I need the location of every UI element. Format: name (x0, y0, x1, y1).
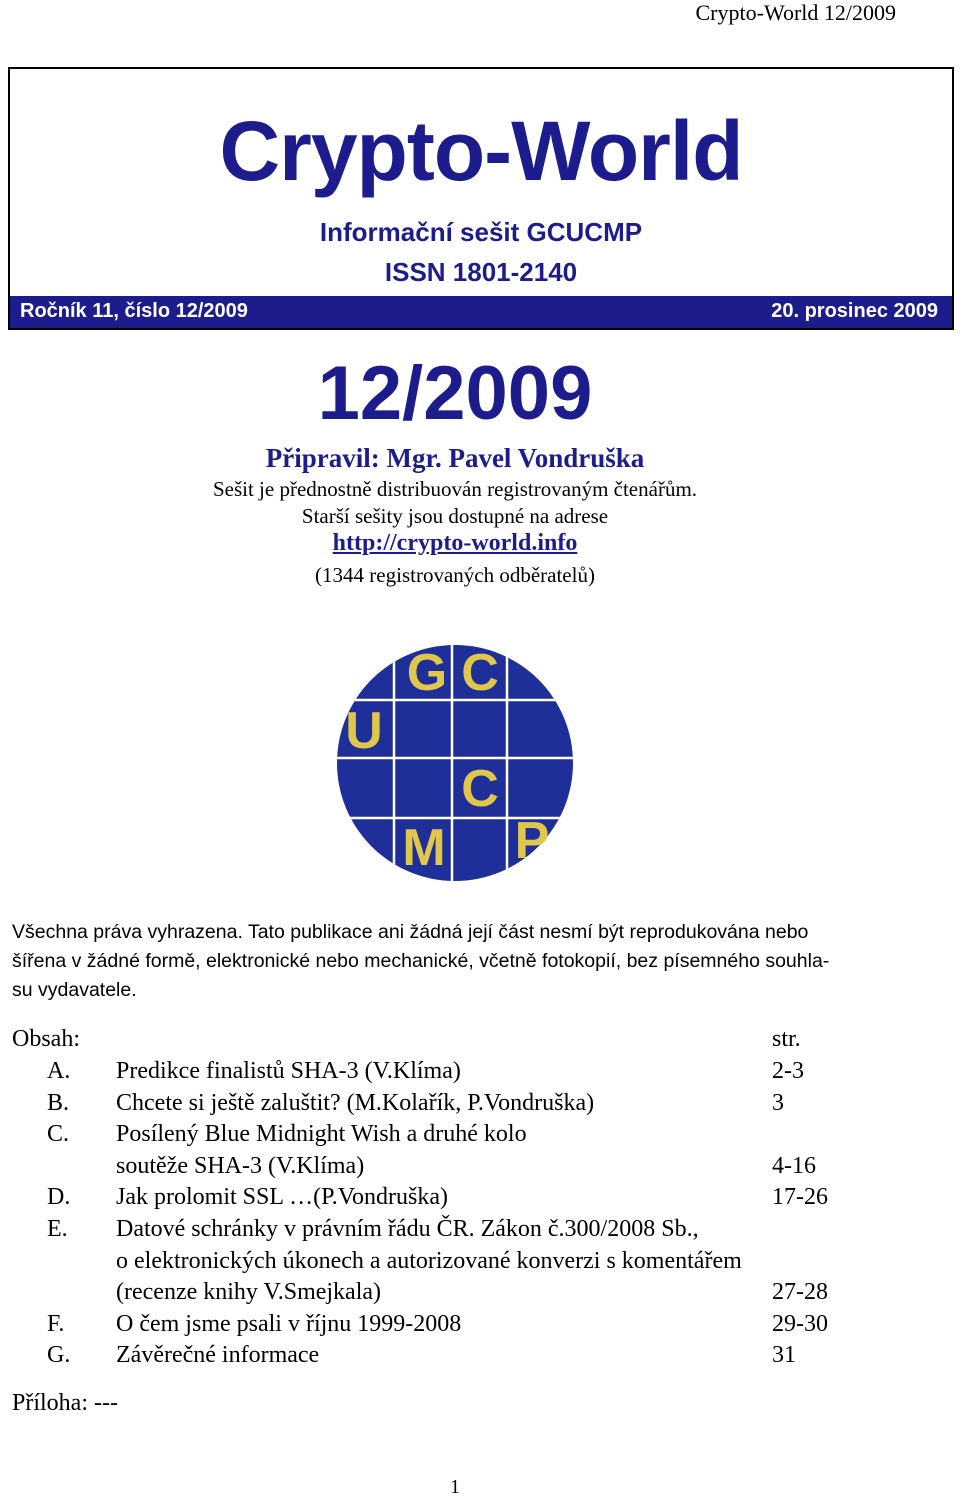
website-link[interactable]: http://crypto-world.info (332, 530, 578, 556)
issue-number: 12/2009 (317, 351, 593, 436)
copyright-line: su vydavatele. (12, 979, 137, 1001)
title-banner (8, 67, 954, 330)
toc-entry-title: Závěrečné informace (116, 1342, 320, 1369)
toc-page-heading: str. (772, 1026, 801, 1052)
toc-entry-title: (recenze knihy V.Smejkala) (116, 1279, 382, 1306)
logo-letter-u: U (345, 702, 383, 760)
toc-heading: Obsah: (12, 1026, 80, 1052)
toc-entry-title: Posílený Blue Midnight Wish a druhé kolo (116, 1121, 527, 1148)
magazine-title: Crypto-World (219, 104, 743, 198)
toc-entry-letter: A. (47, 1058, 71, 1084)
magazine-subtitle: Informační sešit GCUCMP (319, 217, 643, 247)
toc-entry-title: O čem jsme psali v říjnu 1999-2008 (116, 1310, 462, 1337)
running-header: Crypto-World 12/2009 (695, 0, 896, 25)
toc-entry-title: Datové schránky v právním řádu ČR. Zákon č.300/2008 Sb., (116, 1216, 699, 1242)
logo-letter-m: M (402, 819, 446, 877)
toc-entry-title: o elektronických úkonech a autorizované konverzi s komentářem (116, 1247, 742, 1274)
toc-entry-page: 29-30 (772, 1310, 828, 1337)
appendix-note: Příloha: --- (12, 1390, 118, 1416)
issue-info-bar (10, 296, 952, 328)
toc-entry-page: 3 (772, 1089, 784, 1116)
toc-entry-page: 17-26 (772, 1184, 828, 1211)
toc-entry-letter: B. (47, 1089, 70, 1116)
logo-letter-c2: C (461, 760, 499, 818)
archive-note: Starší sešity jsou dostupné na adrese (301, 504, 609, 528)
toc-entry-page: 27-28 (772, 1279, 828, 1306)
subscriber-count: (1344 registrovaných odběratelů) (315, 563, 595, 587)
toc-entry-page: 2-3 (772, 1058, 804, 1084)
page-number: 1 (450, 1476, 460, 1498)
distribution-note: Sešit je přednostně distribuován registrovaným čtenářům. (212, 477, 698, 501)
toc-entry-letter: F. (47, 1310, 65, 1337)
toc-entry-title: Chcete si ještě zaluštit? (M.Kolařík, P.Vondruška) (116, 1089, 595, 1116)
gcucmp-logo (332, 640, 578, 886)
logo-letter-c1: C (461, 644, 499, 702)
issn-label: ISSN 1801-2140 (384, 257, 578, 287)
toc-entry-title: soutěže SHA-3 (V.Klíma) (116, 1152, 365, 1179)
prepared-by: Připravil: Mgr. Pavel Vondruška (265, 443, 645, 473)
toc-entry-letter: E. (47, 1216, 68, 1242)
toc-entry-letter: C. (47, 1121, 70, 1148)
copyright-notice (12, 918, 892, 1005)
toc-entry-page: 31 (772, 1342, 796, 1369)
toc-entry-letter: D. (47, 1184, 71, 1211)
toc-entry-letter: G. (47, 1342, 71, 1369)
toc-entry-title: Jak prolomit SSL …(P.Vondruška) (116, 1184, 449, 1211)
logo-letter-g: G (406, 644, 448, 702)
issue-date: 20. prosinec 2009 (771, 300, 938, 322)
copyright-line: Všechna práva vyhrazena. Tato publikace ani žádná její část nesmí být reprodukována nebo (12, 921, 809, 943)
copyright-line: šířena v žádné formě, elektronické nebo mechanické, včetně fotokopií, bez písemného souhla- (12, 950, 830, 972)
logo-letter-p: P (514, 812, 550, 870)
toc-entry-page: 4-16 (772, 1152, 816, 1179)
toc-entry-title: Predikce finalistů SHA-3 (V.Klíma) (116, 1058, 461, 1084)
volume-label: Ročník 11, číslo 12/2009 (20, 300, 248, 322)
